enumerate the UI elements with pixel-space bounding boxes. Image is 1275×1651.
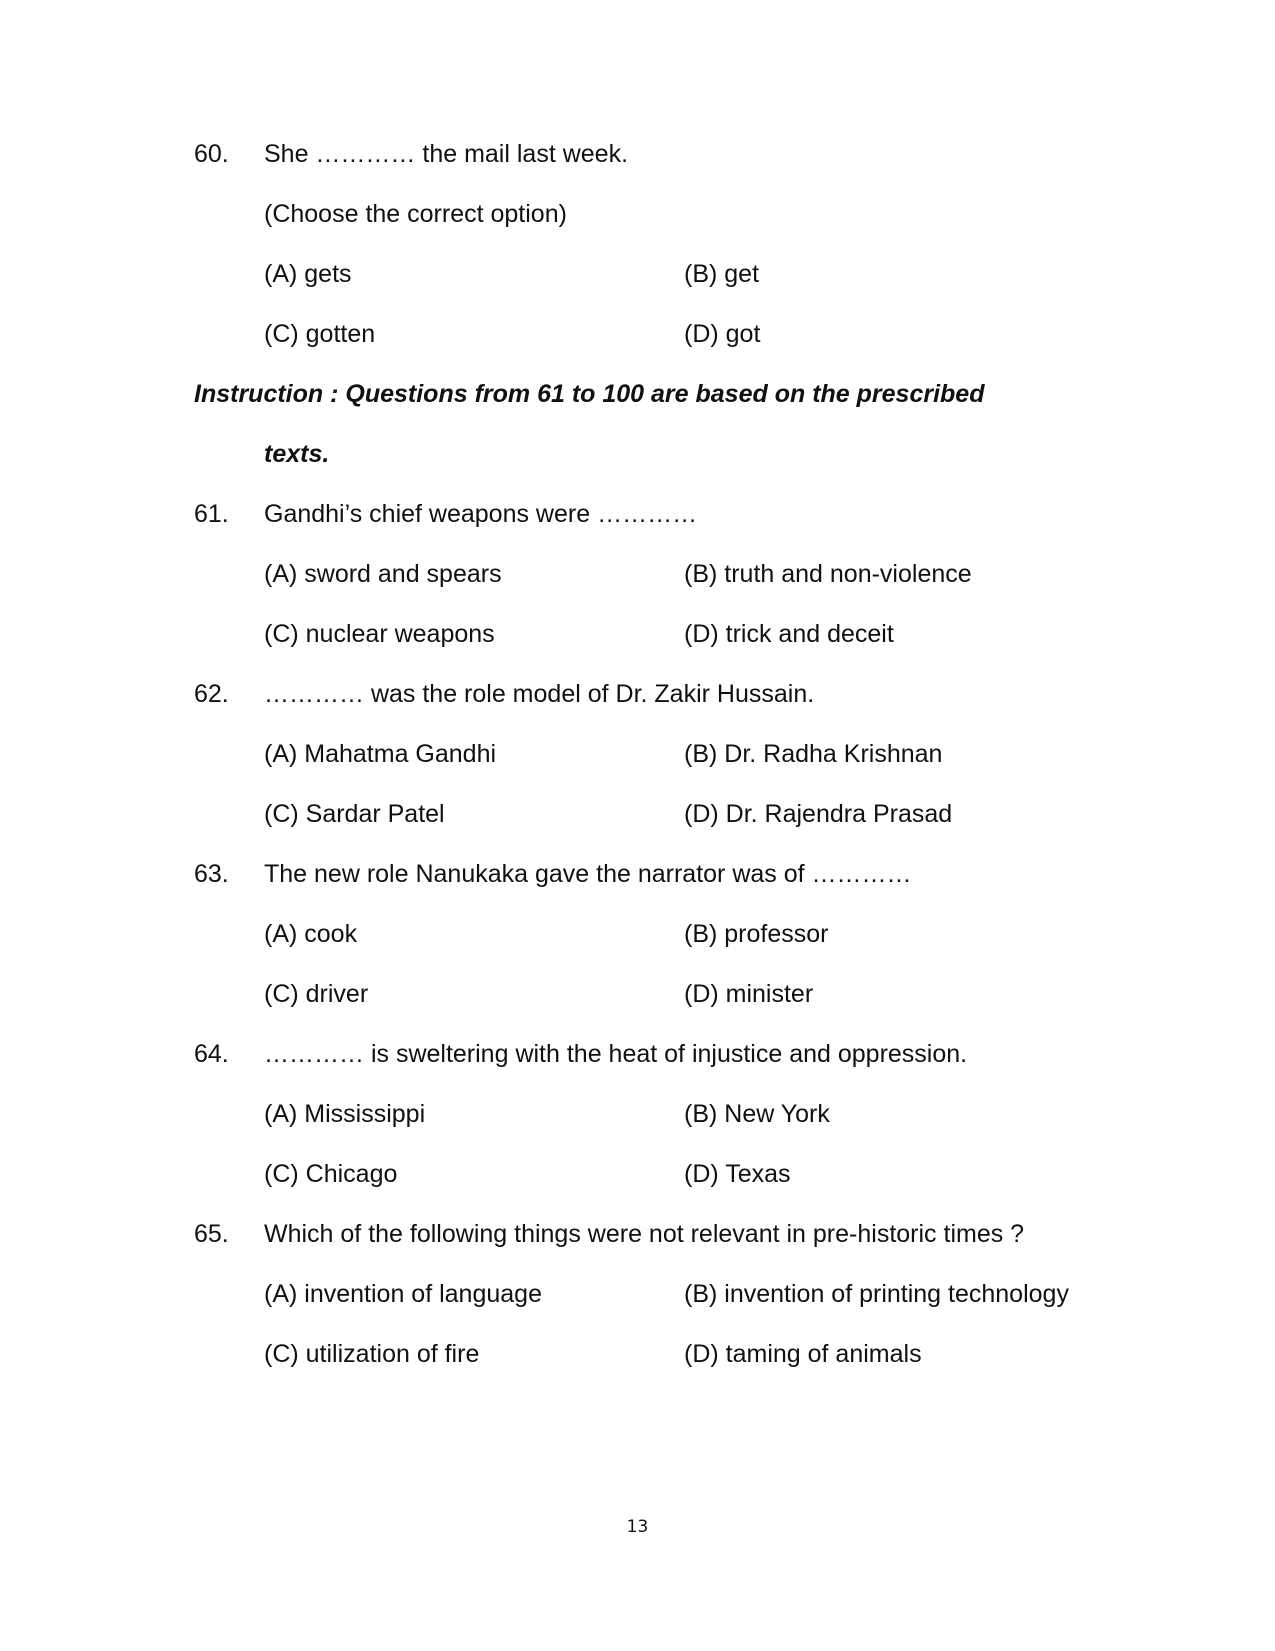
question-60-number: 60.: [194, 140, 229, 168]
question-62-option-a: (A) Mahatma Gandhi: [264, 740, 497, 768]
question-62-stem: ………… was the role model of Dr. Zakir Hussain.: [264, 680, 815, 708]
question-64-option-a: (A) Mississippi: [264, 1100, 426, 1128]
question-64-option-c: (C) Chicago: [264, 1160, 398, 1188]
question-60-note: (Choose the correct option): [264, 200, 567, 228]
question-62-number: 62.: [194, 680, 229, 708]
question-61-option-a: (A) sword and spears: [264, 560, 502, 588]
instruction-line-2: texts.: [264, 440, 330, 468]
question-63-option-d: (D) minister: [684, 980, 814, 1008]
question-65-option-b: (B) invention of printing technology: [684, 1280, 1069, 1308]
question-63-stem: The new role Nanukaka gave the narrator was of …………: [264, 860, 912, 888]
question-60-option-c: (C) gotten: [264, 320, 376, 348]
question-61-number: 61.: [194, 500, 229, 528]
question-62-option-b: (B) Dr. Radha Krishnan: [684, 740, 943, 768]
question-63-option-a: (A) cook: [264, 920, 358, 948]
question-65-option-a: (A) invention of language: [264, 1280, 542, 1308]
question-61-option-d: (D) trick and deceit: [684, 620, 894, 648]
question-65-option-d: (D) taming of animals: [684, 1340, 922, 1368]
page-number: 13: [626, 1517, 649, 1537]
question-63-option-b: (B) professor: [684, 920, 829, 948]
question-65-number: 65.: [194, 1220, 229, 1248]
question-64-option-b: (B) New York: [684, 1100, 830, 1128]
question-63-option-c: (C) driver: [264, 980, 369, 1008]
question-63-number: 63.: [194, 860, 229, 888]
instruction-line-1: Instruction : Questions from 61 to 100 are based on the prescribed: [194, 380, 985, 408]
question-61-option-c: (C) nuclear weapons: [264, 620, 495, 648]
question-64-number: 64.: [194, 1040, 229, 1068]
question-60-option-a: (A) gets: [264, 260, 352, 288]
question-65-stem: Which of the following things were not relevant in pre-historic times ?: [264, 1220, 1025, 1248]
question-60-option-b: (B) get: [684, 260, 760, 288]
question-62-option-d: (D) Dr. Rajendra Prasad: [684, 800, 953, 828]
question-64-option-d: (D) Texas: [684, 1160, 791, 1188]
question-62-option-c: (C) Sardar Patel: [264, 800, 445, 828]
question-61-option-b: (B) truth and non-violence: [684, 560, 972, 588]
question-61-stem: Gandhi’s chief weapons were …………: [264, 500, 698, 528]
question-65-option-c: (C) utilization of fire: [264, 1340, 480, 1368]
question-64-stem: ………… is sweltering with the heat of injustice and oppression.: [264, 1040, 968, 1068]
question-60-option-d: (D) got: [684, 320, 761, 348]
question-60-stem: She ………… the mail last week.: [264, 140, 629, 168]
